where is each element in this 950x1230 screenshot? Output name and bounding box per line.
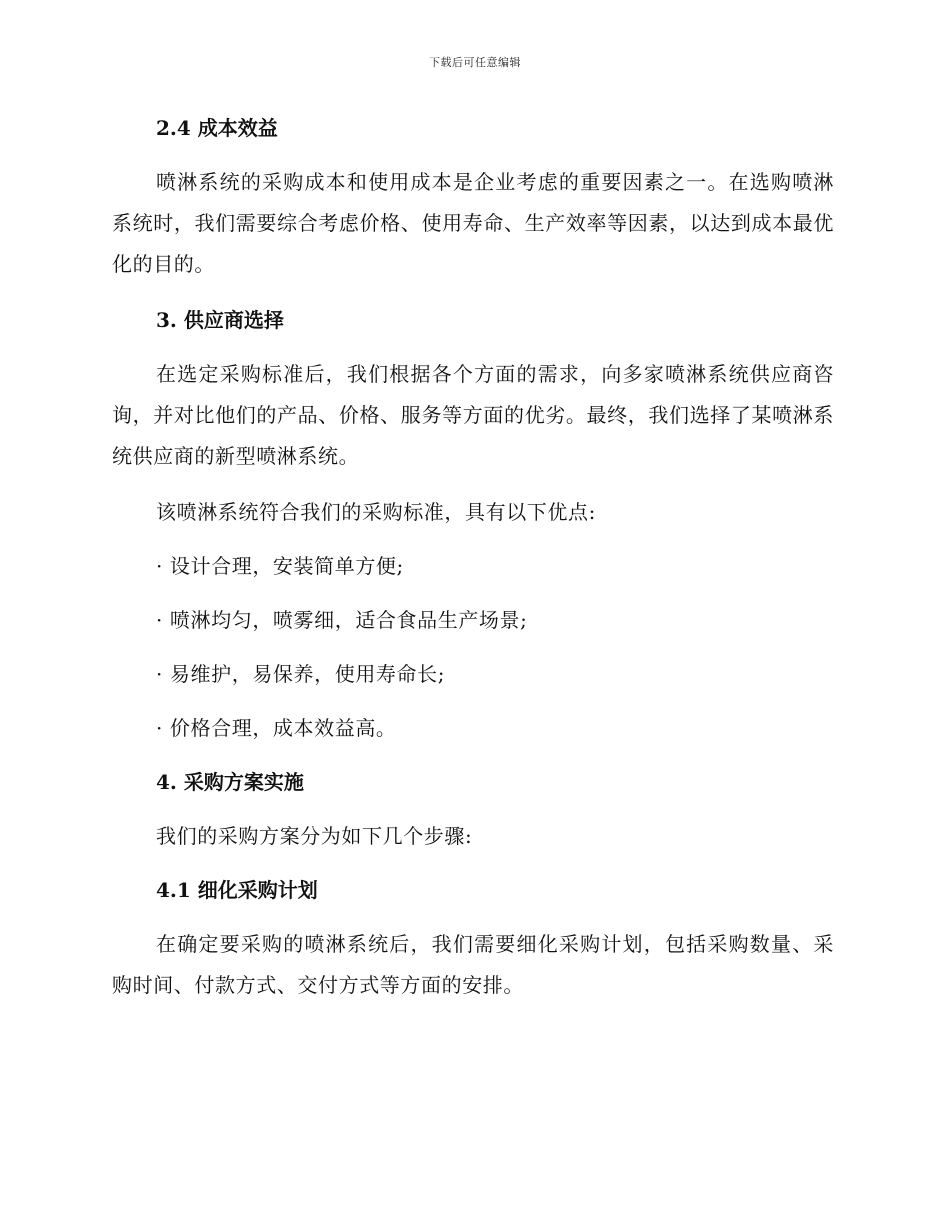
section-heading-3: 3. 供应商选择 xyxy=(156,308,284,332)
header-note: 下载后可任意编辑 xyxy=(429,56,521,69)
list-item: · 易维护，易保养，使用寿命长; xyxy=(156,662,446,686)
advantages-intro: 该喷淋系统符合我们的采购标准，具有以下优点: xyxy=(156,500,596,524)
section-heading-2-4: 2.4 成本效益 xyxy=(156,116,278,140)
section-heading-4-1: 4.1 细化采购计划 xyxy=(156,878,318,902)
section-heading-4: 4. 采购方案实施 xyxy=(156,770,304,794)
section-paragraph-2-4: 喷淋系统的采购成本和使用成本是企业考虑的重要因素之一。在选购喷淋系统时，我们需要综合考虑价格、使用寿命、生产效率等因素，以达到成本最优化的目的。 xyxy=(112,170,834,276)
section-paragraph-4-1: 在确定要采购的喷淋系统后，我们需要细化采购计划，包括采购数量、采购时间、付款方式、交付方式等方面的安排。 xyxy=(112,932,834,997)
section-paragraph-3: 在选定采购标准后，我们根据各个方面的需求，向多家喷淋系统供应商咨询，并对比他们的产品、价格、服务等方面的优劣。最终，我们选择了某喷淋系统供应商的新型喷淋系统。 xyxy=(112,362,834,468)
document-content xyxy=(112,108,834,1006)
list-item: · 喷淋均匀，喷雾细，适合食品生产场景; xyxy=(156,608,528,632)
list-item: · 价格合理，成本效益高。 xyxy=(156,716,397,740)
section-intro-4: 我们的采购方案分为如下几个步骤: xyxy=(156,824,473,848)
list-item: · 设计合理，安装简单方便; xyxy=(156,554,404,578)
